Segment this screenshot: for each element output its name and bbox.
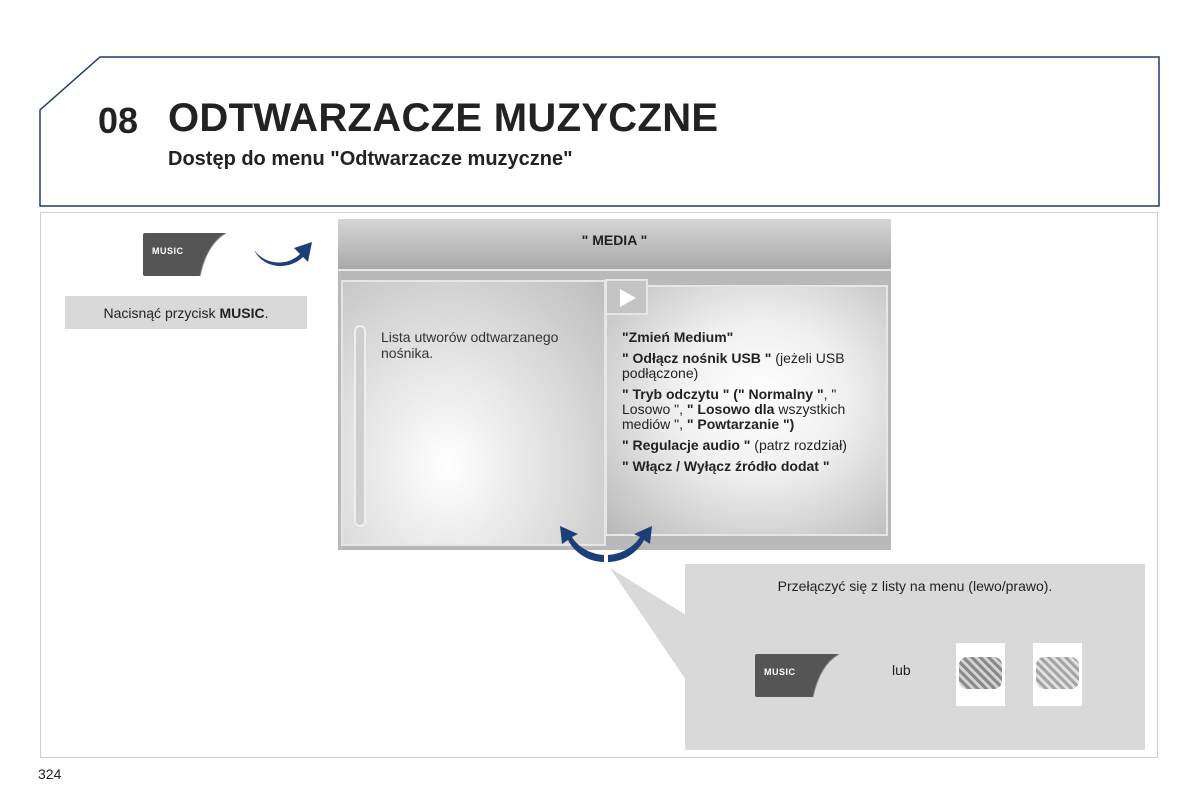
left-knob-tile [956, 643, 1005, 706]
button-curve-icon [186, 233, 226, 276]
music-button [143, 233, 226, 276]
instruction-end: . [264, 304, 269, 321]
music-button-label: MUSIC [152, 246, 184, 256]
chapter-number: 08 [98, 100, 139, 141]
chapter-title: ODTWARZACZE MUZYCZNE [168, 96, 719, 140]
right-arrow-icon [250, 236, 315, 276]
right-knob-icon [1036, 657, 1079, 689]
music-button-label: MUSIC [764, 667, 796, 677]
menu-item-change-medium: "Zmień Medium" [622, 329, 734, 345]
menu-item-play-mode: " Tryb odczytu " (" Normalny ", " Losowo ", " Losowo dla wszystkich mediów ", " Powtarzanie ") [622, 386, 846, 432]
instruction-text: Nacisnąć przycisk [103, 304, 216, 321]
menu-items [622, 330, 884, 480]
callout-instruction: Przełączyć się z listy na menu (lewo/prawo). [777, 578, 1053, 594]
menu-item-disconnect-usb: " Odłącz nośnik USB " (jeżeli USB podłączone) [622, 350, 845, 381]
page-number: 324 [38, 766, 62, 782]
screen-title: " MEDIA " [581, 232, 648, 248]
instruction-press-music [65, 296, 307, 329]
or-label: lub [892, 662, 911, 678]
track-list-panel [341, 280, 606, 546]
instruction-bold: MUSIC [219, 304, 265, 321]
callout-pointer [600, 560, 690, 690]
right-knob-tile [1033, 643, 1082, 706]
menu-item-aux-source: " Włącz / Wyłącz źródło dodat " [622, 458, 830, 474]
menu-item-audio-settings: " Regulacje audio " (patrz rozdział) [622, 437, 847, 453]
music-button-small [755, 654, 839, 697]
section-subtitle: Dostęp do menu "Odtwarzacze muzyczne" [168, 148, 573, 170]
play-icon [620, 289, 636, 307]
left-knob-icon [959, 657, 1002, 689]
track-list-text: Lista utworów odtwarzanego nośnika. [381, 329, 559, 361]
list-scrollbar [354, 325, 366, 527]
button-curve-icon [799, 654, 839, 697]
